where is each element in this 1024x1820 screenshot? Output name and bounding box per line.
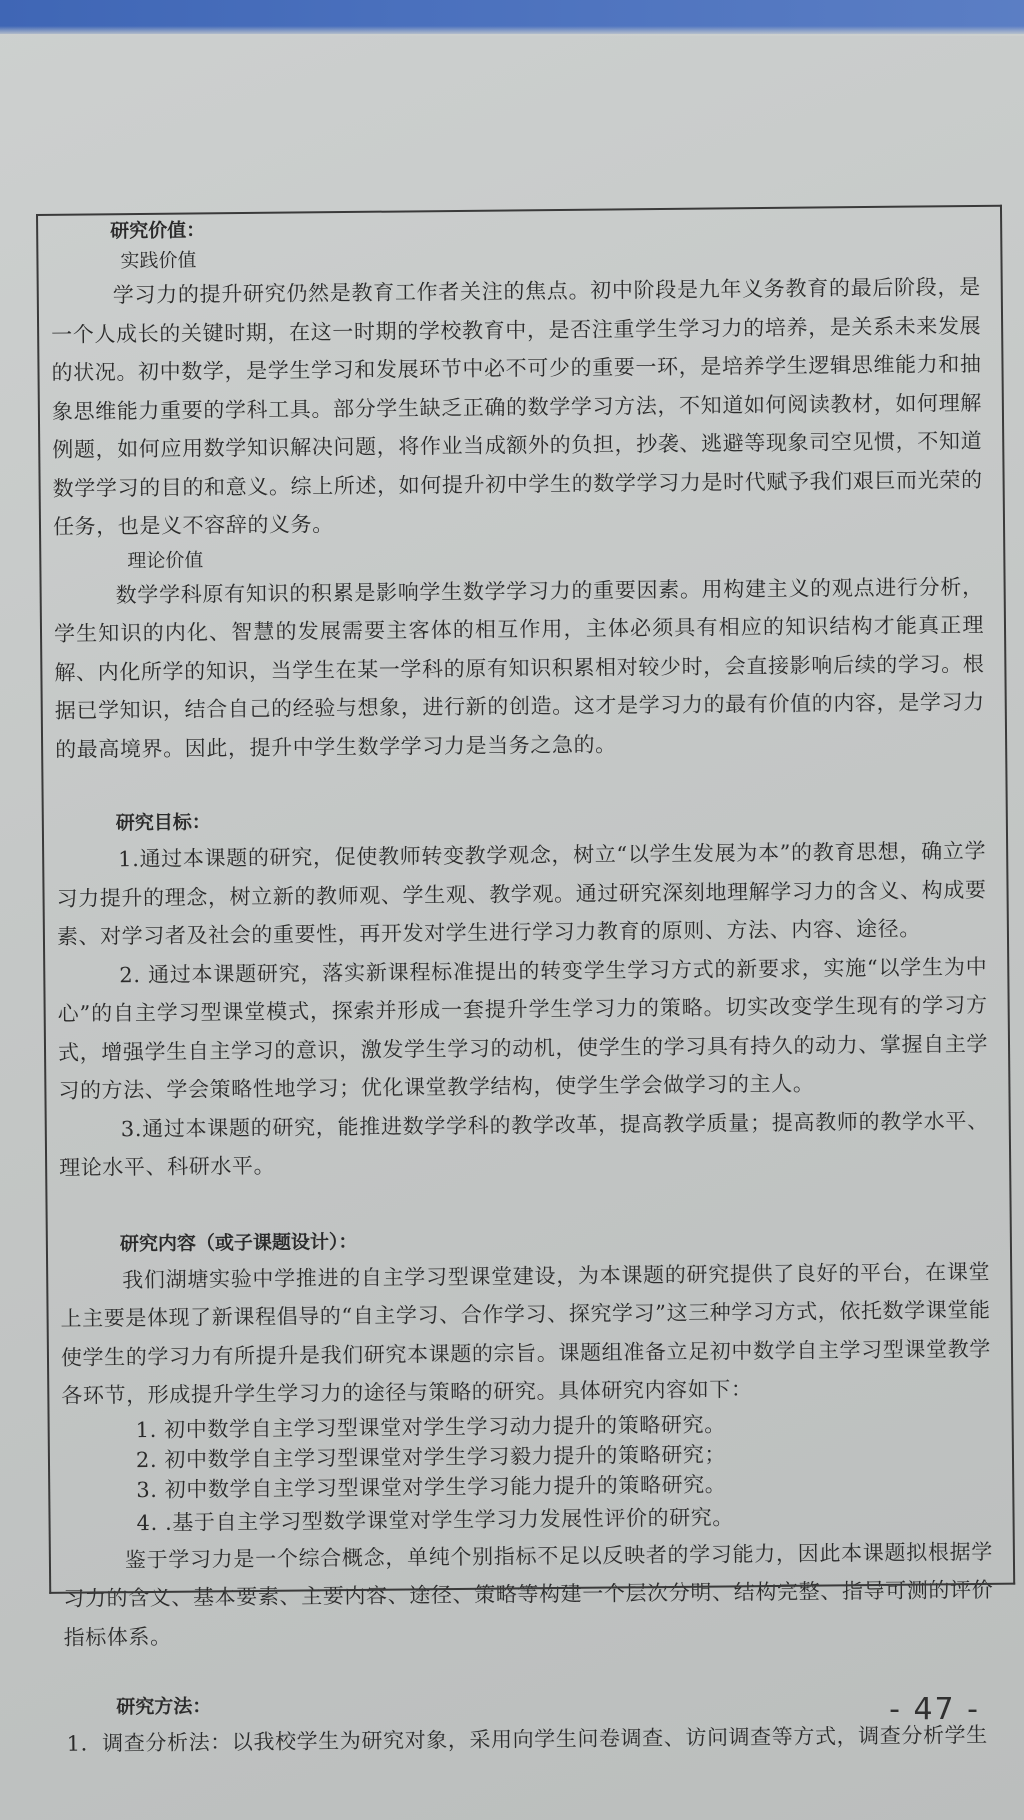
research-value-section [50,207,985,769]
research-goals-section [56,798,990,1187]
research-methods-section [64,1682,995,1763]
research-goal-item: 1.通过本课题的研究，促使教师转变教学观念，树立“以学生发展为本”的教育思想，确立学习力提升的理念，树立新的教师观、学生观、教学观。通过研究深刻地理解学习力的含义、构成要素、对学习者及社会的重要性，再开发对学生进行学习力教育的原则、方法、内容、途径。 [56,838,987,949]
page-number: - 47 - [889,1692,980,1727]
research-content-item: 1. 初中数学自主学习型课堂对学生学习动力提升的策略研究。 [135,1411,726,1442]
research-method-item: 1．调查分析法：以我校学生为研究对象，采用向学生问卷调查、访问调查等方式，调查分析学生 [66,1722,988,1756]
research-methods-heading: 研究方法： [116,1695,212,1719]
research-goal-item: 3.通过本课题的研究，能推进数学学科的教学改革，提高教学质量；提高教师的教学水平、理论水平、科研水平。 [59,1108,989,1180]
practical-value-text: 学习力的提升研究仍然是教育工作者关注的焦点。初中阶段是九年义务教育的最后阶段，是一个人成长的关键时期，在这一时期的学校教育中，是否注重学生学习力的培养，是关系未来发展的状况。初中数学，是学生学习和发展环节中必不可少的重要一环，是培养学生逻辑思维能力和抽象思维能力重要的学科工具。部分学生缺乏正确的数学学习方法，不知道如何阅读教材，如何理解例题，如何应用数学知识解决问题，将作业当成额外的负担，抄袭、逃避等现象司空见惯，不知道数学学习的目的和意义。综上所述，如何提升初中学生的数学学习力是时代赋予我们艰巨而光荣的任务，也是义不容辞的义务。 [51,274,983,539]
research-goal-item: 2. 通过本课题研究，落实新课程标准提出的转变学生学习方式的新要求，实施“以学生为中心”的自主学习型课堂模式，探索并形成一套提升学生学习力的策略。切实改变学生现有的学习方式，增强学生自主学习的意识，激发学生学习的动机，使学生的学习具有持久的动力、掌握自主学习的方法、学会策略性地学习；优化课堂教学结构，使学生学会做学习的主人。 [57,954,989,1103]
research-goals-heading: 研究目标： [115,811,211,835]
research-content-item: 3. 初中数学自主学习型课堂对学生学习能力提升的策略研究。 [136,1471,727,1502]
research-content-item: 2. 初中数学自主学习型课堂对学生学习毅力提升的策略研究； [135,1441,727,1472]
top-color-strip [0,0,1024,34]
research-value-heading: 研究价值： [110,219,206,243]
research-content-intro: 我们湖塘实验中学推进的自主学习型课堂建设，为本课题的研究提供了良好的平台，在课堂上主要是体现了新课程倡导的“自主学习、合作学习、探究学习”这三种学习方式，依托数学课堂能使学生的学习力有所提升是我们研究本课题的宗旨。课题组准备立足初中数学自主学习型课堂教学各环节，形成提升学生学习力的途径与策略的研究。具体研究内容如下： [60,1259,992,1408]
theoretical-value-title: 理论价值 [127,548,204,572]
research-content-item: 4. .基于自主学习型数学课堂对学生学习力发展性评价的研究。 [136,1504,735,1535]
research-content-closing: 鉴于学习力是一个综合概念，单纯个别指标不足以反映者的学习能力，因此本课题拟根据学习力的含义、基本要素、主要内容、途径、策略等构建一个层次分明、结构完整、指导可测的评价指标体系。 [63,1539,994,1650]
research-content-heading: 研究内容（或子课题设计）： [119,1230,358,1255]
theoretical-value-text: 数学学科原有知识的积累是影响学生数学学习力的重要因素。用构建主义的观点进行分析，学生知识的内化、智慧的发展需要主客体的相互作用，主体必须具有相应的知识结构才能真正理解、内化所学的知识，当学生在某一学科的原有知识积累相对较少时，会直接影响后续的学习。根据已学知识，结合自己的经验与想象，进行新的创造。这才是学习力的最有价值的内容，是学习力的最高境界。因此，提升中学生数学学习力是当务之急的。 [53,574,985,762]
practical-value-title: 实践价值 [120,249,197,273]
